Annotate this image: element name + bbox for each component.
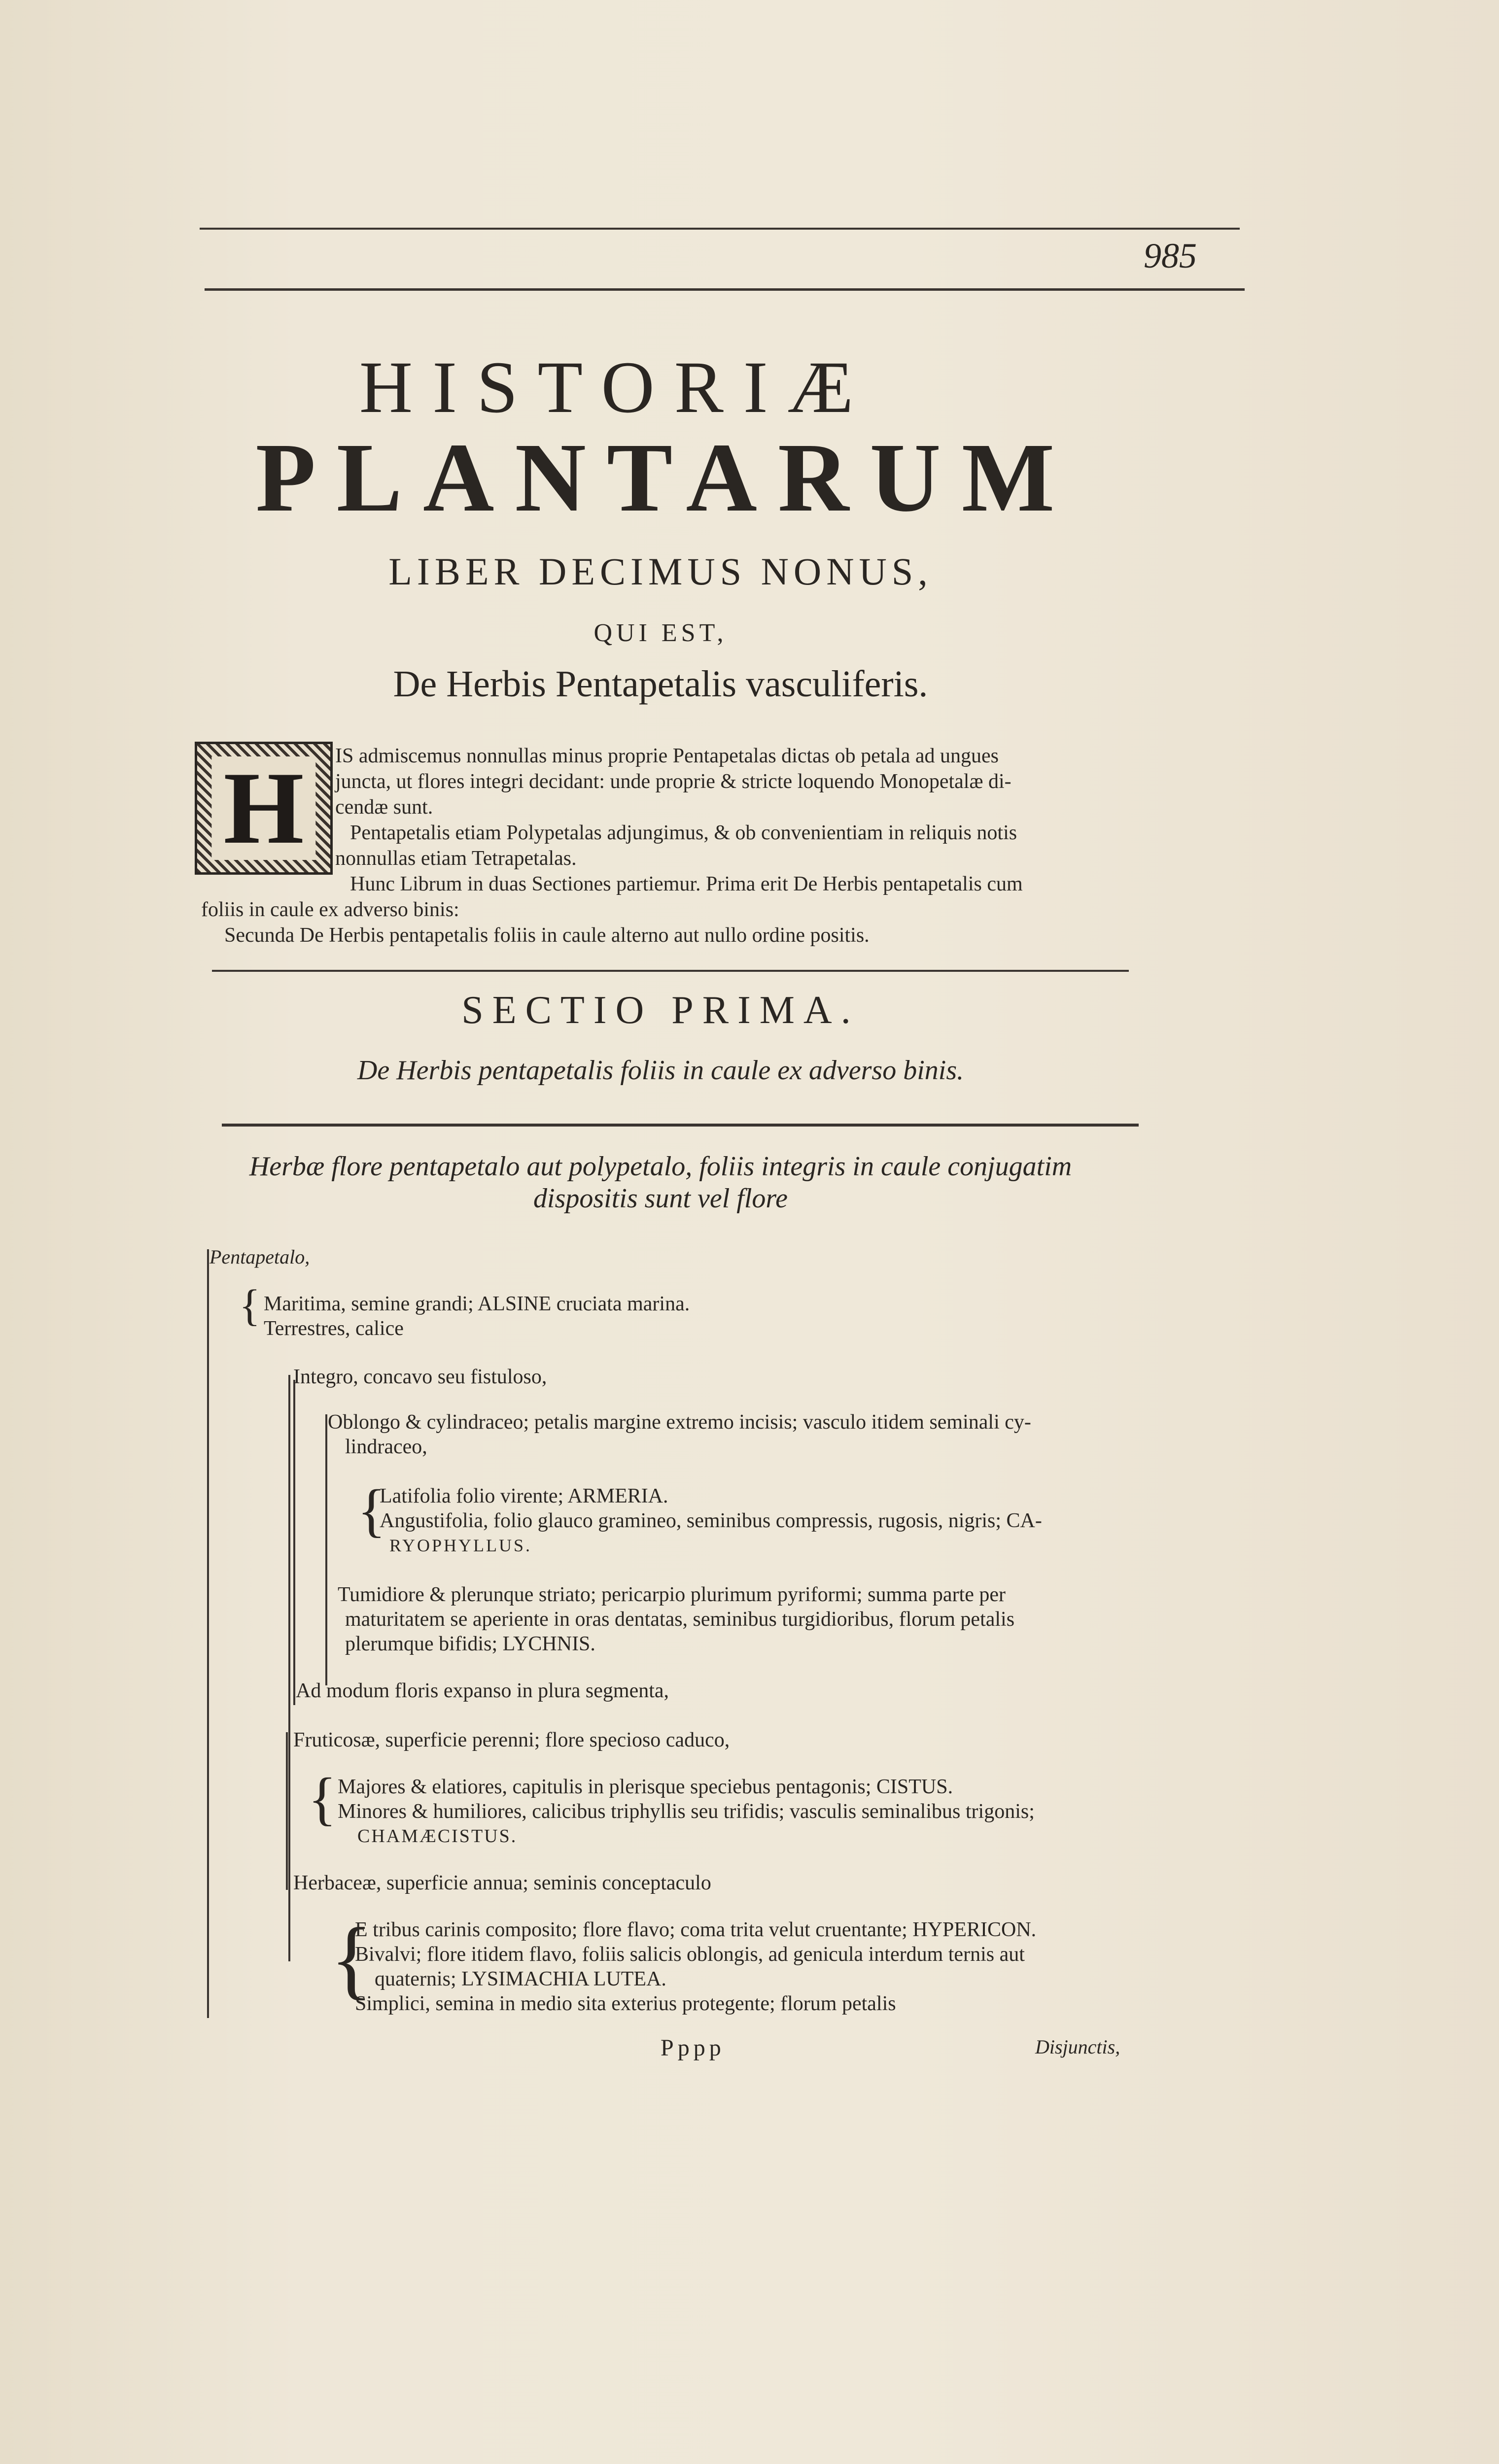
key-fruticosae: Fruticosæ, superficie perenni; flore specioso caduco,	[293, 1729, 730, 1751]
top-rule	[200, 228, 1240, 230]
herbaceae-brace: {	[330, 1910, 373, 2008]
section-title: SECTIO PRIMA.	[461, 989, 860, 1032]
outer-bracket	[207, 1249, 209, 2018]
key-bivalvi: Bivalvi; flore itidem flavo, foliis salicis oblongis, ad genicula interdum ternis aut	[355, 1943, 1025, 1966]
title-qui-est: QUI EST,	[593, 619, 728, 647]
key-e-tribus: E tribus carinis composito; flore flavo; coma trita velut cruentante; HYPERICON.	[355, 1918, 1037, 1941]
section-rule-top	[212, 970, 1129, 972]
intro-line: nonnullas etiam Tetrapetalas.	[335, 847, 577, 870]
signature-mark: Pppp	[661, 2035, 725, 2061]
section-subtitle: De Herbis pentapetalis foliis in caule ex adverso binis.	[357, 1055, 964, 1086]
intro-line: juncta, ut flores integri decidant: unde proprie & stricte loquendo Monopetalæ di-	[335, 770, 1011, 793]
oblongo-bracket	[325, 1414, 327, 1685]
intro-line: cendæ sunt.	[335, 796, 433, 819]
table-heading-line2: dispositis sunt vel flore	[533, 1183, 788, 1214]
head-rule	[205, 288, 1245, 291]
key-integro: Integro, concavo seu fistuloso,	[293, 1366, 547, 1388]
key-simplici: Simplici, semina in medio sita exterius protegente; florum petalis	[355, 1992, 896, 2015]
key-tumidiore: Tumidiore & plerunque striato; pericarpio plurimum pyriformi; summa parte per	[338, 1583, 1006, 1606]
key-maritima: Maritima, semine grandi; ALSINE cruciata marina.	[264, 1293, 690, 1315]
key-ad-modum: Ad modum floris expanso in plura segmenta,	[296, 1679, 669, 1702]
drop-cap-ornament	[195, 742, 333, 875]
title-liber: LIBER DECIMUS NONUS,	[388, 550, 933, 593]
intro-line: IS admiscemus nonnullas minus proprie Pentapetalas dictas ob petala ad ungues	[335, 745, 999, 767]
key-angustifolia: Angustifolia, folio glauco gramineo, seminibus compressis, rugosis, nigris; CA-	[380, 1509, 1042, 1532]
title-historiae: HISTORIÆ	[359, 346, 873, 428]
intro-line: Secunda De Herbis pentapetalis foliis in caule alterno aut nullo ordine positis.	[224, 924, 870, 947]
title-plantarum: PLANTARUM	[255, 423, 1076, 532]
key-herbaceae: Herbaceæ, superficie annua; seminis conceptaculo	[293, 1872, 711, 1894]
intro-line: Hunc Librum in duas Sectiones partiemur. Prima erit De Herbis pentapetalis cum	[350, 873, 1023, 895]
cistus-brace: {	[308, 1766, 337, 1831]
key-terrestres: Terrestres, calice	[264, 1317, 404, 1340]
key-oblongo: Oblongo & cylindraceo; petalis margine extremo incisis; vasculo itidem seminali cy-	[328, 1411, 1031, 1434]
catchword: Disjunctis,	[1035, 2036, 1120, 2058]
terrestres-bracket	[288, 1375, 290, 1961]
intro-line: Pentapetalis etiam Polypetalas adjungimus, & ob convenientiam in reliquis notis	[350, 821, 1017, 844]
maritima-brace: {	[239, 1281, 261, 1330]
key-latifolia: Latifolia folio virente; ARMERIA.	[380, 1485, 668, 1507]
intro-line: foliis in caule ex adverso binis:	[201, 898, 459, 921]
key-majores: Majores & elatiores, capitulis in plerisque speciebus pentagonis; CISTUS.	[338, 1776, 953, 1798]
folio-brace: {	[357, 1477, 386, 1543]
key-tumidiore-cont1: maturitatem se aperiente in oras dentatas, seminibus turgidioribus, florum petalis	[345, 1608, 1015, 1631]
key-oblongo-cont: lindraceo,	[345, 1436, 427, 1458]
key-minores-cont: CHAMÆCISTUS.	[357, 1826, 518, 1847]
key-tumidiore-cont2: plerumque bifidis; LYCHNIS.	[345, 1633, 595, 1655]
calice-bracket	[293, 1380, 295, 1705]
page-number: 985	[1144, 236, 1197, 275]
section-rule-bottom	[222, 1124, 1139, 1127]
key-minores: Minores & humiliores, calicibus triphyllis seu trifidis; vasculis seminalibus trigonis;	[338, 1800, 1035, 1823]
table-heading-line1: Herbæ flore pentapetalo aut polypetalo, foliis integris in caule conjugatim	[249, 1151, 1072, 1182]
title-subject: De Herbis Pentapetalis vasculiferis.	[393, 663, 928, 705]
key-bivalvi-cont: quaternis; LYSIMACHIA LUTEA.	[375, 1968, 666, 1990]
key-pentapetalo: Pentapetalo,	[209, 1246, 310, 1268]
fruticosae-bracket	[286, 1732, 288, 1890]
drop-cap-letter: H	[211, 756, 315, 860]
key-angustifolia-cont: RYOPHYLLUS.	[389, 1536, 532, 1555]
